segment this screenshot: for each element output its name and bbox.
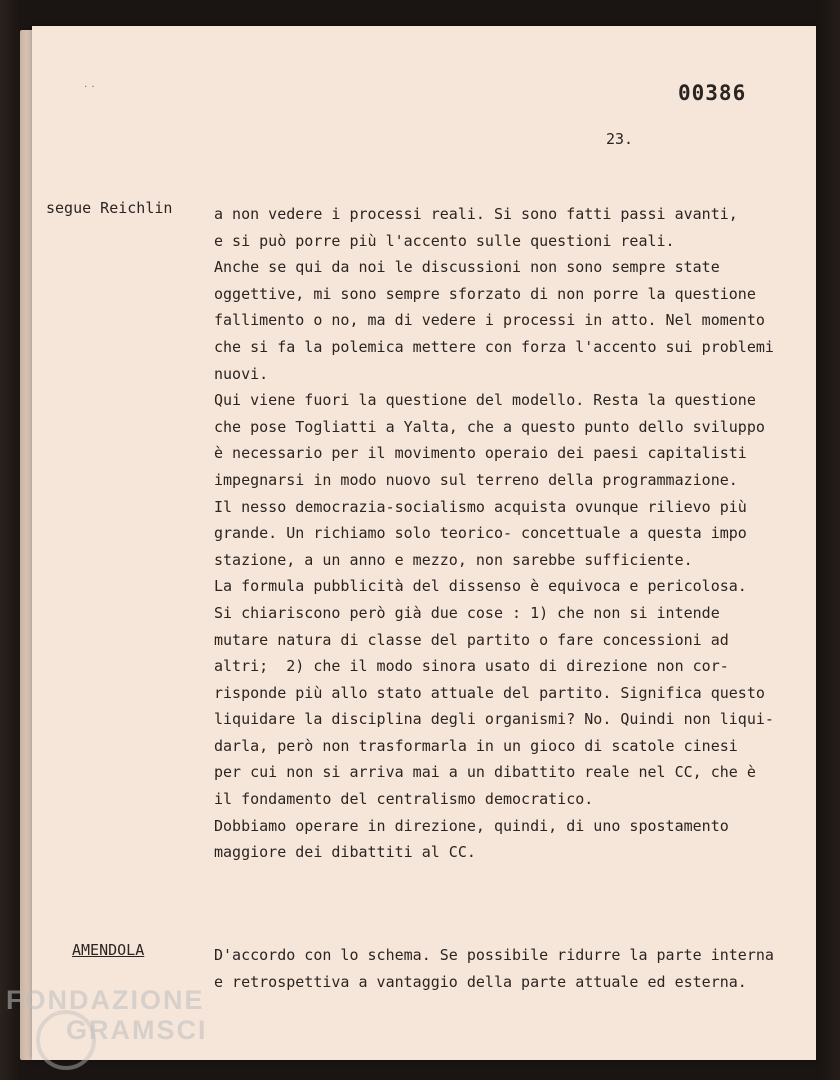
text-line: liquidare la disciplina degli organismi? No. Quindi non liqui- xyxy=(214,710,774,729)
document-page xyxy=(32,26,816,1060)
text-line: fallimento o no, ma di vedere i processi in atto. Nel momento xyxy=(214,311,765,330)
text-line: per cui non si arriva mai a un dibattito reale nel CC, che è xyxy=(214,763,756,782)
text-line: stazione, a un anno e mezzo, non sarebbe sufficiente. xyxy=(214,550,693,569)
text-line: Dobbiamo operare in direzione, quindi, di uno spostamento xyxy=(214,816,729,835)
watermark xyxy=(6,985,208,1045)
text-line: Il nesso democrazia-socialismo acquista ovunque rilievo più xyxy=(214,497,747,516)
speech-body-reichlin xyxy=(214,201,814,866)
text-line: impegnarsi in modo nuovo sul terreno della programmazione. xyxy=(214,470,738,489)
text-line: Anche se qui da noi le discussioni non sono sempre state xyxy=(214,258,720,277)
text-line: risponde più allo stato attuale del partito. Significa questo xyxy=(214,683,765,702)
text-line: grande. Un richiamo solo teorico- concettuale a questa impo xyxy=(214,524,747,543)
archive-number: 00386 xyxy=(678,81,747,105)
text-line: a non vedere i processi reali. Si sono fatti passi avanti, xyxy=(214,205,738,223)
watermark-line2: GRAMSCI xyxy=(66,1015,208,1045)
text-line: e retrospettiva a vantaggio della parte attuale ed esterna. xyxy=(214,972,747,991)
text-line: che pose Togliatti a Yalta, che a questo punto dello sviluppo xyxy=(214,417,765,436)
text-line: e si può porre più l'accento sulle questioni reali. xyxy=(214,231,675,250)
text-line: darla, però non trasformarla in un gioco di scatole cinesi xyxy=(214,736,738,755)
watermark-line1: FONDAZIONE xyxy=(6,985,205,1015)
text-line: Si chiariscono però già due cose : 1) che non si intende xyxy=(214,603,720,622)
text-line: D'accordo con lo schema. Se possibile ridurre la parte interna xyxy=(214,946,774,964)
text-line: mutare natura di classe del partito o fare concessioni ad xyxy=(214,630,729,649)
text-line: oggettive, mi sono sempre sforzato di non porre la questione xyxy=(214,284,756,303)
margin-mark: ˙˙ xyxy=(82,84,97,98)
text-line: Qui viene fuori la questione del modello. Resta la questione xyxy=(214,391,756,410)
text-line: il fondamento del centralismo democratico. xyxy=(214,790,594,809)
text-line: nuovi. xyxy=(214,364,269,383)
text-line: che si fa la polemica mettere con forza l'accento sui problemi xyxy=(214,337,774,356)
speaker-label-reichlin: segue Reichlin xyxy=(46,199,173,217)
text-line: La formula pubblicità del dissenso è equivoca e pericolosa. xyxy=(214,577,747,596)
text-line: altri; 2) che il modo sinora usato di direzione non cor- xyxy=(214,657,729,676)
speaker-label-amendola: AMENDOLA xyxy=(72,941,145,959)
text-line: maggiore dei dibattiti al CC. xyxy=(214,843,476,862)
page-number: 23. xyxy=(606,130,634,148)
text-line: è necessario per il movimento operaio dei paesi capitalisti xyxy=(214,444,747,463)
speech-body-amendola xyxy=(214,942,814,995)
